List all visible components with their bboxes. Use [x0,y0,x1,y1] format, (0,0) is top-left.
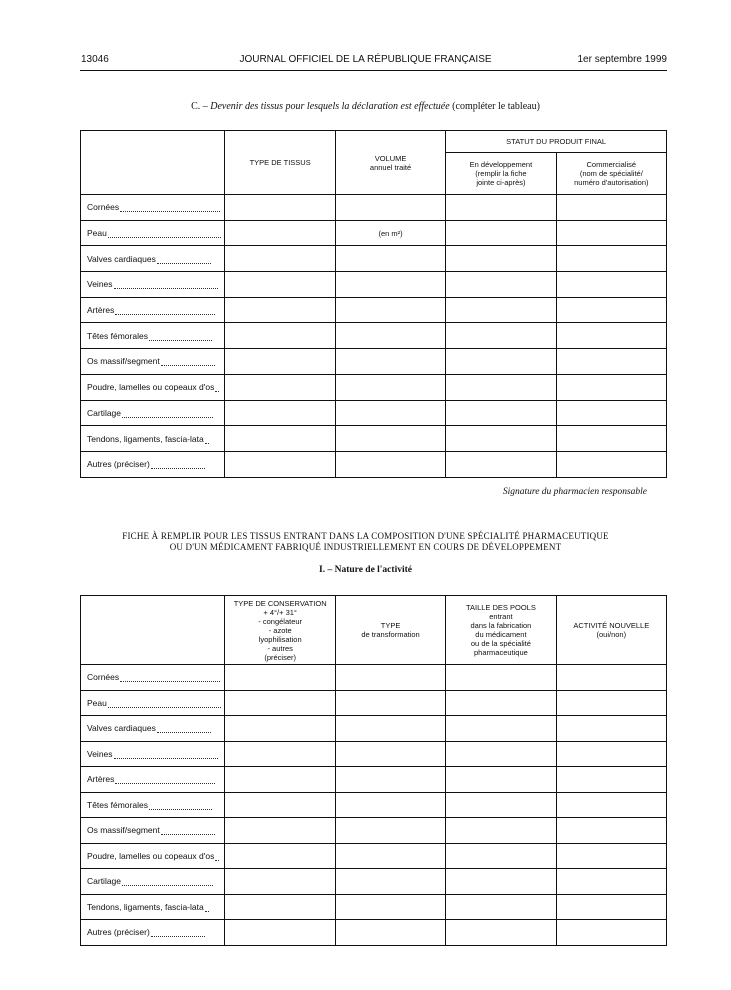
entry-cell[interactable] [335,195,445,221]
entry-cell[interactable] [446,843,556,869]
journal-title: JOURNAL OFFICIEL DE LA RÉPUBLIQUE FRANÇAISE [239,54,492,65]
header-transformation [335,596,445,665]
table-row [81,792,667,818]
entry-cell[interactable] [225,400,335,426]
leader-dots [161,357,215,366]
row-label: Autres (préciser) [81,920,225,946]
entry-cell[interactable] [335,920,445,946]
table-row [81,920,667,946]
entry-cell[interactable] [225,665,335,691]
entry-cell[interactable] [556,869,666,895]
header-line: (préciser) [264,652,296,662]
entry-cell[interactable] [446,767,556,793]
row-label: Cartilage [81,869,225,895]
leader-dots [151,928,205,937]
header-line: - azote [268,625,292,635]
entry-cell[interactable] [556,665,666,691]
entry-cell[interactable] [225,894,335,920]
header-line: ACTIVITÉ NOUVELLE [573,621,650,630]
entry-cell[interactable] [556,195,666,221]
entry-cell[interactable] [556,297,666,323]
table-row [81,220,667,246]
leader-dots [108,229,222,238]
entry-cell[interactable] [556,426,666,452]
leader-dots [205,903,209,912]
entry-cell[interactable] [446,297,556,323]
row-label: Veines [81,272,225,298]
leader-dots [120,203,220,212]
entry-cell[interactable] [225,818,335,844]
entry-cell[interactable] [225,246,335,272]
entry-cell[interactable] [446,690,556,716]
row-label: Cartilage [81,400,225,426]
entry-cell[interactable] [446,920,556,946]
leader-dots [114,750,218,759]
entry-cell[interactable] [556,323,666,349]
table-row [81,716,667,742]
entry-cell[interactable] [335,400,445,426]
entry-cell[interactable] [225,297,335,323]
row-label: Artères [81,767,225,793]
row-label: Veines [81,741,225,767]
leader-dots [157,724,211,733]
leader-dots [115,775,215,784]
entry-cell[interactable] [446,220,556,246]
table-row [81,690,667,716]
row-label: Peau [81,220,225,246]
entry-cell[interactable] [556,246,666,272]
entry-cell[interactable] [446,792,556,818]
leader-dots [215,852,219,861]
entry-cell[interactable] [225,349,335,375]
entry-cell[interactable] [446,323,556,349]
header-line: (oui/non) [596,630,627,639]
header-line: pharmaceutique [474,648,528,657]
entry-cell[interactable] [335,246,445,272]
entry-cell[interactable] [225,869,335,895]
entry-cell[interactable] [446,451,556,477]
entry-cell[interactable] [335,869,445,895]
section-c-suffix: (compléter le tableau) [449,101,540,112]
header-line: - autres [267,643,293,653]
entry-cell[interactable] [335,767,445,793]
leader-dots [114,280,218,289]
entry-cell[interactable] [225,323,335,349]
entry-cell[interactable] [556,716,666,742]
signature-line: Signature du pharmacien responsable [502,487,647,497]
unit-cell[interactable]: (en m²) [335,220,445,246]
entry-cell[interactable] [446,400,556,426]
table-row [81,818,667,844]
row-label: Cornées [81,195,225,221]
section-c-prefix: C. – [191,101,211,112]
leader-dots [215,383,219,392]
leader-dots [122,877,213,886]
row-label: Tendons, ligaments, fascia-lata [81,894,225,920]
row-label: Autres (préciser) [81,451,225,477]
entry-cell[interactable] [335,272,445,298]
entry-cell[interactable] [446,716,556,742]
corner-cell [81,596,225,665]
row-label: Peau [81,690,225,716]
entry-cell[interactable] [335,374,445,400]
activity-nature-table [80,595,667,946]
table-row [81,767,667,793]
entry-cell[interactable] [335,792,445,818]
section-c-italic: Devenir des tissus pour lesquels la déclaration est effectuée [210,101,450,112]
row-label: Cornées [81,665,225,691]
entry-cell[interactable] [556,690,666,716]
table-row [81,665,667,691]
entry-cell[interactable] [446,894,556,920]
header-statut: STATUT DU PRODUIT FINAL [446,131,667,153]
table-row [81,246,667,272]
table-row [81,741,667,767]
table-row [81,451,667,477]
entry-cell[interactable] [335,349,445,375]
entry-cell[interactable] [225,716,335,742]
leader-dots [157,255,211,264]
entry-cell[interactable] [556,920,666,946]
table-row [81,323,667,349]
entry-cell[interactable] [556,843,666,869]
table-row [81,869,667,895]
header-conservation [225,596,335,665]
section-c-title [0,101,731,112]
publication-date: 1er septembre 1999 [577,54,667,65]
header-line: TAILLE DES POOLS [465,603,536,612]
entry-cell[interactable] [446,374,556,400]
leader-dots [149,332,212,341]
header-volume: VOLUME annuel traité [335,131,445,195]
header-line: ou de la spécialité [470,639,531,648]
row-label: Valves cardiaques [81,246,225,272]
entry-cell[interactable] [225,374,335,400]
entry-cell[interactable] [556,451,666,477]
entry-cell[interactable] [225,426,335,452]
entry-cell[interactable] [225,741,335,767]
row-label: Artères [81,297,225,323]
entry-cell[interactable] [556,400,666,426]
entry-cell[interactable] [556,220,666,246]
entry-cell[interactable] [335,451,445,477]
row-label: Têtes fémorales [81,323,225,349]
entry-cell[interactable] [335,665,445,691]
row-label: Tendons, ligaments, fascia-lata [81,426,225,452]
header-line: entrant [489,612,513,621]
entry-cell[interactable] [446,665,556,691]
header-line: - congélateur [258,616,303,626]
entry-cell[interactable] [556,767,666,793]
entry-cell[interactable] [556,349,666,375]
entry-cell[interactable] [335,843,445,869]
fiche-title: FICHE À REMPLIR POUR LES TISSUS ENTRANT DANS LA COMPOSITION D'UNE SPÉCIALITÉ PHARMACEUTIQUE OU D'UN MÉDICAMENT FABRIQUÉ INDUSTRIELLEMENT EN COURS DE DÉVELOPPEMENT [122,531,609,552]
entry-cell[interactable] [225,767,335,793]
entry-cell[interactable] [556,272,666,298]
page-number: 13046 [81,54,109,65]
header-line: dans la fabrication [470,621,532,630]
leader-dots [151,460,205,469]
entry-cell[interactable] [446,869,556,895]
entry-cell[interactable] [335,426,445,452]
entry-cell[interactable] [225,920,335,946]
tissue-destination-table [80,130,667,478]
leader-dots [122,409,213,418]
entry-cell[interactable] [556,741,666,767]
header-type-tissus: TYPE DE TISSUS [225,131,335,195]
entry-cell[interactable] [446,741,556,767]
leader-dots [120,673,220,682]
header-line: + 4°/+ 31° [263,607,297,617]
leader-dots [149,801,212,810]
row-label: Os massif/segment [81,818,225,844]
entry-cell[interactable] [335,818,445,844]
header-line: TYPE [380,621,401,630]
table-row [81,843,667,869]
entry-cell[interactable] [335,323,445,349]
header-line: du médicament [475,630,527,639]
entry-cell[interactable] [556,792,666,818]
entry-cell[interactable] [225,451,335,477]
row-label: Poudre, lamelles ou copeaux d'os [81,843,225,869]
header-en-developpement: En développement (remplir la fiche jointe ci-après) [446,153,556,195]
entry-cell[interactable] [335,297,445,323]
entry-cell[interactable] [335,690,445,716]
table-row [81,195,667,221]
entry-cell[interactable] [446,818,556,844]
row-label: Valves cardiaques [81,716,225,742]
row-label: Os massif/segment [81,349,225,375]
table-row [81,297,667,323]
header-commercialise: Commercialisé (nom de spécialité/ numéro d'autorisation) [556,153,666,195]
leader-dots [205,435,209,444]
header-pools [446,596,556,665]
table-row [81,272,667,298]
header-line: lyophilisation [258,634,302,644]
entry-cell[interactable] [225,792,335,818]
header-line: TYPE DE CONSERVATION [233,598,327,608]
entry-cell[interactable] [446,195,556,221]
header-line: de transformation [361,630,420,639]
entry-cell[interactable] [556,818,666,844]
header-activite [556,596,666,665]
row-label: Poudre, lamelles ou copeaux d'os [81,374,225,400]
entry-cell[interactable] [335,716,445,742]
entry-cell[interactable] [446,246,556,272]
table-row [81,349,667,375]
header-rule [80,70,667,71]
row-label: Têtes fémorales [81,792,225,818]
entry-cell[interactable] [335,894,445,920]
entry-cell[interactable] [225,690,335,716]
section-i-title: I. – Nature de l'activité [319,565,412,575]
entry-cell[interactable] [225,843,335,869]
entry-cell[interactable] [556,894,666,920]
leader-dots [161,826,215,835]
table-row [81,894,667,920]
entry-cell[interactable] [556,374,666,400]
entry-cell[interactable] [225,272,335,298]
table-row [81,400,667,426]
entry-cell[interactable] [335,741,445,767]
leader-dots [115,306,215,315]
entry-cell[interactable] [225,220,335,246]
entry-cell[interactable] [225,195,335,221]
table-row [81,426,667,452]
leader-dots [108,699,222,708]
corner-cell [81,131,225,195]
entry-cell[interactable] [446,349,556,375]
table-row [81,374,667,400]
entry-cell[interactable] [446,272,556,298]
entry-cell[interactable] [446,426,556,452]
